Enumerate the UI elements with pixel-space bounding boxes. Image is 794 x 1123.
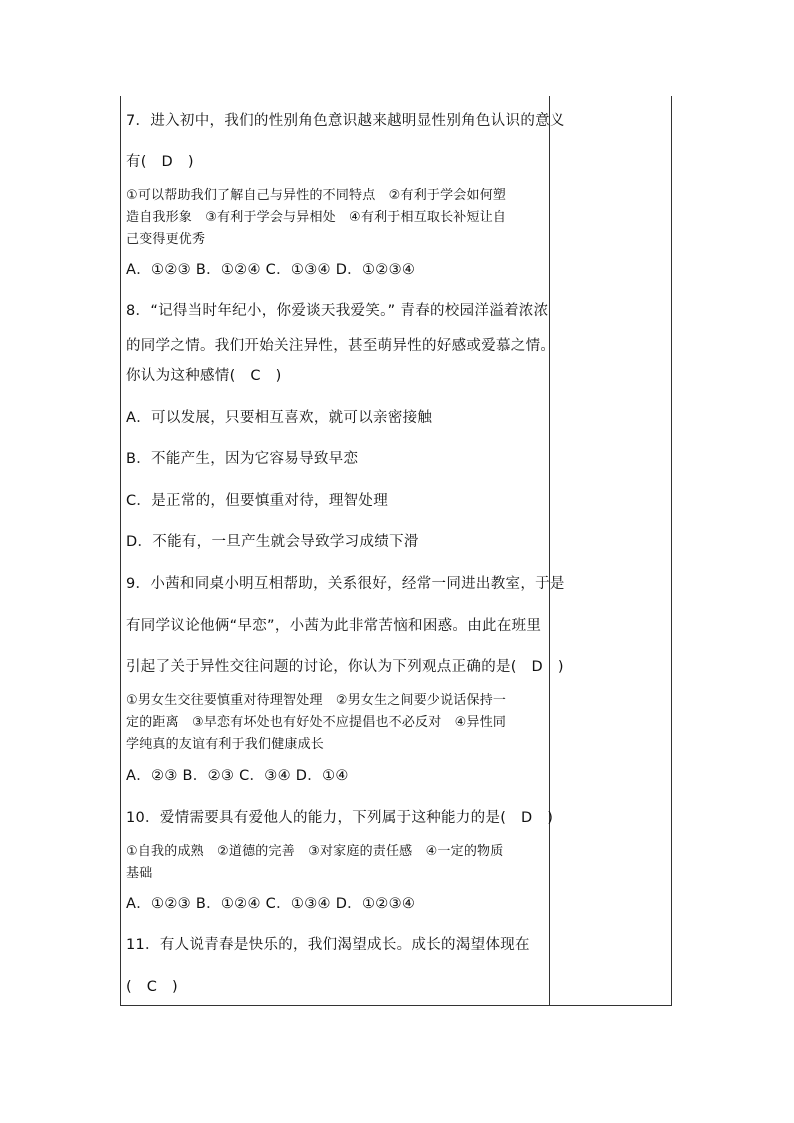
q10-options-line1: ①自我的成熟 ②道德的完善 ③对家庭的责任感 ④一定的物质: [126, 844, 504, 859]
q10-options-line2: 基础: [126, 866, 153, 881]
table-bottom-border: [120, 1005, 672, 1006]
q10-choices: A．①②③ B．①②④ C．①③④ D．①②③④: [126, 896, 416, 912]
table-left-border: [120, 96, 121, 1006]
q7-stem-answer: 有( D ): [126, 154, 194, 170]
q8-option-c: C．是正常的，但要慎重对待，理智处理: [126, 493, 389, 509]
q9-stem-line2: 有同学议论他俩“早恋”，小茜为此非常苦恼和困惑。由此在班里: [126, 618, 542, 634]
q11-stem: 11．有人说青春是快乐的，我们渴望成长。成长的渴望体现在: [126, 937, 530, 953]
q9-stem-answer: 引起了关于异性交往问题的讨论，你认为下列观点正确的是( D ): [126, 659, 564, 675]
table-right-border: [671, 96, 672, 1006]
q9-options-line2: 定的距离 ③早恋有坏处也有好处不应提倡也不必反对 ④异性同: [126, 715, 507, 730]
q8-option-b: B．不能产生，因为它容易导致早恋: [126, 451, 359, 467]
q8-option-d: D．不能有，一旦产生就会导致学习成绩下滑: [126, 534, 419, 550]
q11-stem-answer: ( C ): [126, 979, 178, 995]
q8-stem: 8．“记得当时年纪小，你爱谈天我爱笑。” 青春的校园洋溢着浓浓: [126, 303, 549, 319]
q9-stem: 9．小茜和同桌小明互相帮助，关系很好，经常一同进出教室，于是: [126, 576, 565, 592]
q7-stem: 7．进入初中，我们的性别角色意识越来越明显性别角色认识的意义: [126, 113, 565, 129]
q10-stem: 10．爱情需要具有爱他人的能力，下列属于这种能力的是( D ): [126, 810, 554, 826]
q8-option-a: A．可以发展，只要相互喜欢，就可以亲密接触: [126, 410, 433, 426]
q7-options-line1: ①可以帮助我们了解自己与异性的不同特点 ②有利于学会如何塑: [126, 188, 507, 203]
q8-stem-answer: 你认为这种感情( C ): [126, 368, 282, 384]
q7-choices: A．①②③ B．①②④ C．①③④ D．①②③④: [126, 262, 416, 278]
table-column-divider: [549, 96, 550, 1006]
q7-options-line3: 己变得更优秀: [126, 232, 206, 247]
q7-options-line2: 造自我形象 ③有利于学会与异相处 ④有利于相互取长补短让自: [126, 210, 507, 225]
q9-options-line1: ①男女生交往要慎重对待理智处理 ②男女生之间要少说话保持一: [126, 693, 507, 708]
q9-options-line3: 学纯真的友谊有利于我们健康成长: [126, 737, 325, 752]
q9-choices: A．②③ B．②③ C．③④ D．①④: [126, 768, 349, 784]
q8-stem-line2: 的同学之情。我们开始关注异性，甚至萌异性的好感或爱慕之情。: [126, 338, 556, 354]
